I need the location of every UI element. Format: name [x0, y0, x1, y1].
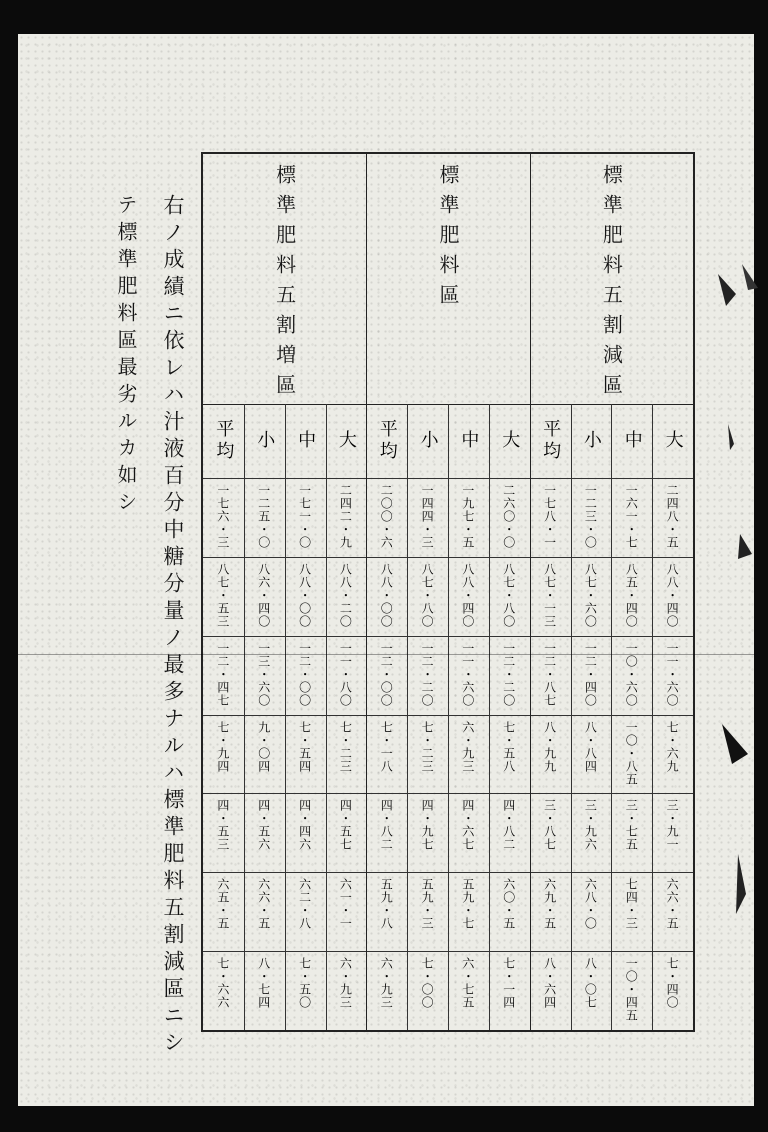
note-line-2: テ標準肥料區最劣ルカ如シ	[114, 194, 138, 518]
region-header: 標準肥料區	[436, 164, 460, 314]
table-cell-value: 二四八・五	[665, 484, 680, 549]
table-cell-value: 一七六・三	[215, 484, 230, 549]
size-subheader	[448, 406, 489, 476]
size-subheader	[489, 406, 530, 476]
table-cell-value: 六六・五	[256, 878, 271, 931]
table-cell-value: 七・一四	[501, 957, 516, 1010]
table-cell	[366, 715, 407, 794]
table-cell	[366, 951, 407, 1030]
table-cell	[326, 793, 367, 872]
table-cell-value: 三・七五	[624, 799, 639, 852]
size-subheader	[530, 406, 571, 476]
table-cell	[203, 557, 244, 636]
table-cell-value: 四・八二	[379, 799, 394, 852]
table-cell-value: 八・七四	[256, 957, 271, 1010]
size-subheader-label: 大	[335, 430, 357, 452]
table-cell-value: 一〇・六〇	[624, 641, 639, 707]
table-cell-value: 一二三・〇	[583, 484, 598, 549]
size-subheader-label: 平均	[540, 419, 562, 463]
table-cell	[611, 872, 652, 951]
table-cell	[571, 872, 612, 951]
table-cell-value: 八五・四〇	[624, 562, 639, 628]
size-subheader	[611, 406, 652, 476]
table-cell-value: 一〇・四五	[624, 957, 639, 1023]
table-cell	[489, 715, 530, 794]
table-cell	[203, 636, 244, 715]
size-subheader-label: 中	[458, 430, 480, 452]
table-cell	[448, 872, 489, 951]
table-cell-value: 四・五六	[256, 799, 271, 852]
table-cell-value: 九・〇四	[256, 720, 271, 773]
table-cell-value: 七四・三	[624, 878, 639, 931]
table-cell-value: 六一・一	[338, 878, 353, 931]
table-cell-value: 四・八二	[501, 799, 516, 852]
size-subheader	[326, 406, 367, 476]
table-cell	[611, 715, 652, 794]
table-cell	[571, 636, 612, 715]
ink-smudge-marks	[708, 254, 768, 974]
size-subheader-label: 平均	[376, 419, 398, 463]
table-cell-value: 七・二三	[338, 720, 353, 773]
table-cell-value: 六〇・五	[501, 878, 516, 931]
table-cell-value: 八七・五三	[215, 562, 230, 628]
table-cell-value: 四・五三	[215, 799, 230, 852]
table-cell-value: 七・〇〇	[420, 957, 435, 1010]
size-subheader	[366, 406, 407, 476]
table-cell-value: 二四二・九	[338, 484, 353, 549]
table-cell	[407, 557, 448, 636]
table-cell	[652, 951, 693, 1030]
table-cell-value: 一二・〇〇	[297, 641, 312, 707]
table-cell-value: 五九・三	[420, 878, 435, 931]
table-cell	[489, 478, 530, 557]
table-cell	[285, 715, 326, 794]
table-cell	[244, 636, 285, 715]
table-cell-value: 八七・一三	[542, 562, 557, 628]
table-cell	[285, 478, 326, 557]
table-cell-value: 七・五八	[501, 720, 516, 773]
table-cell	[489, 793, 530, 872]
size-subheader	[571, 406, 612, 476]
table-cell	[571, 478, 612, 557]
table-cell	[244, 872, 285, 951]
table-cell-value: 七・四〇	[665, 957, 680, 1010]
table-cell-value: 一二・四七	[215, 641, 230, 707]
region-header: 標準肥料五割増區	[272, 164, 297, 404]
table-cell-value: 一一・八〇	[338, 641, 353, 707]
table-cell	[285, 951, 326, 1030]
table-cell-value: 四・六七	[460, 799, 475, 852]
table-cell-value: 六・七五	[460, 957, 475, 1010]
table-cell	[244, 715, 285, 794]
table-cell-value: 六・九三	[379, 957, 394, 1010]
table-cell	[326, 636, 367, 715]
table-cell-value: 八八・二〇	[338, 562, 353, 628]
table-cell	[571, 793, 612, 872]
size-subheader-label: 平均	[213, 419, 235, 463]
table-cell	[285, 793, 326, 872]
table-cell	[530, 872, 571, 951]
table-cell-value: 一〇・八五	[624, 720, 639, 786]
table-cell-value: 六・九三	[460, 720, 475, 773]
table-cell	[652, 793, 693, 872]
table-cell	[530, 557, 571, 636]
results-table	[201, 152, 695, 1032]
table-cell-value: 六五・五	[215, 878, 230, 931]
table-cell-value: 一二・二〇	[501, 641, 516, 707]
table-cell-value: 四・四六	[297, 799, 312, 852]
table-cell	[489, 872, 530, 951]
table-cell	[448, 636, 489, 715]
table-cell-value: 六二・八	[297, 878, 312, 931]
page-crease	[18, 654, 754, 655]
table-cell	[326, 872, 367, 951]
size-subheader	[244, 406, 285, 476]
table-cell	[407, 636, 448, 715]
table-cell	[530, 715, 571, 794]
table-cell	[244, 478, 285, 557]
table-cell-value: 七・一八	[379, 720, 394, 773]
table-cell-value: 三・八七	[542, 799, 557, 852]
table-cell	[285, 636, 326, 715]
table-cell	[652, 872, 693, 951]
table-cell-value: 一四四・三	[420, 484, 435, 549]
table-cell-value: 一六一・七	[624, 484, 639, 549]
table-cell-value: 一二・八七	[542, 641, 557, 707]
table-cell	[407, 478, 448, 557]
table-cell	[530, 951, 571, 1030]
table-cell-value: 一二・四〇	[583, 641, 598, 707]
table-cell	[530, 478, 571, 557]
table-cell-value: 八七・八〇	[420, 562, 435, 628]
table-cell-value: 六六・五	[665, 878, 680, 931]
table-cell	[652, 636, 693, 715]
table-cell-value: 二〇〇・六	[379, 484, 394, 549]
table-cell	[203, 793, 244, 872]
table-cell-value: 一二・〇〇	[379, 641, 394, 707]
table-cell-value: 七・六九	[665, 720, 680, 773]
table-cell-value: 七・五〇	[297, 957, 312, 1010]
table-cell	[203, 478, 244, 557]
table-cell	[203, 715, 244, 794]
table-cell-value: 五九・七	[460, 878, 475, 931]
table-cell	[571, 951, 612, 1030]
table-cell	[611, 478, 652, 557]
table-cell	[366, 636, 407, 715]
table-cell-value: 七・二三	[420, 720, 435, 773]
table-cell	[203, 951, 244, 1030]
table-cell-value: 八・九九	[542, 720, 557, 773]
size-subheader-label: 小	[254, 430, 276, 452]
table-cell	[203, 872, 244, 951]
table-cell-value: 五九・八	[379, 878, 394, 931]
table-cell-value: 一二五・〇	[256, 484, 271, 549]
table-cell	[652, 478, 693, 557]
scanned-page	[18, 34, 754, 1106]
table-cell-value: 八八・四〇	[460, 562, 475, 628]
size-subheader-label: 小	[580, 430, 602, 452]
table-cell-value: 八八・〇〇	[379, 562, 394, 628]
table-cell-value: 一九七・五	[460, 484, 475, 549]
table-cell	[448, 557, 489, 636]
table-cell-value: 一七八・一	[542, 484, 557, 549]
table-cell-value: 八七・八〇	[501, 562, 516, 628]
table-cell-value: 六・九三	[338, 957, 353, 1010]
table-cell-value: 四・九七	[420, 799, 435, 852]
table-cell-value: 八八・四〇	[665, 562, 680, 628]
table-cell	[326, 715, 367, 794]
table-cell-value: 八・八四	[583, 720, 598, 773]
table-cell	[407, 715, 448, 794]
table-cell	[489, 951, 530, 1030]
size-subheader	[285, 406, 326, 476]
table-cell	[652, 557, 693, 636]
table-cell-value: 一三・六〇	[256, 641, 271, 707]
table-cell	[611, 793, 652, 872]
size-subheader-label: 中	[295, 430, 317, 452]
table-cell	[326, 951, 367, 1030]
table-cell-value: 七・九四	[215, 720, 230, 773]
region-header: 標準肥料五割減區	[599, 164, 624, 404]
table-cell	[244, 793, 285, 872]
table-cell	[285, 872, 326, 951]
table-cell	[326, 478, 367, 557]
table-cell-value: 八・六四	[542, 957, 557, 1010]
size-subheader	[652, 406, 693, 476]
size-subheader-label: 小	[417, 430, 439, 452]
size-subheader-label: 大	[499, 430, 521, 452]
table-cell-value: 四・五七	[338, 799, 353, 852]
table-cell-value: 六九・五	[542, 878, 557, 931]
table-cell	[652, 715, 693, 794]
table-cell-value: 八・〇七	[583, 957, 598, 1010]
size-subheader	[407, 406, 448, 476]
table-cell	[489, 636, 530, 715]
table-cell	[530, 636, 571, 715]
table-cell-value: 一一・六〇	[665, 641, 680, 707]
table-cell	[244, 951, 285, 1030]
table-cell	[448, 951, 489, 1030]
table-cell-value: 三・九六	[583, 799, 598, 852]
table-cell-value: 一二・二〇	[420, 641, 435, 707]
size-subheader-label: 大	[662, 430, 684, 452]
table-cell	[366, 478, 407, 557]
size-subheader	[203, 406, 244, 476]
table-cell	[366, 557, 407, 636]
table-cell	[611, 951, 652, 1030]
table-cell-value: 一一・六〇	[460, 641, 475, 707]
table-cell	[407, 872, 448, 951]
table-cell	[366, 793, 407, 872]
table-cell	[571, 557, 612, 636]
table-cell	[407, 951, 448, 1030]
table-cell-value: 二六〇・〇	[501, 484, 516, 549]
table-cell	[366, 872, 407, 951]
table-cell	[611, 557, 652, 636]
note-line-1: 右ノ成績ニ依レハ汁液百分中糖分量ノ最多ナルハ標準肥料五割減區ニシ	[161, 194, 185, 1058]
table-cell-value: 六八・〇	[583, 878, 598, 931]
table-cell	[244, 557, 285, 636]
table-cell	[285, 557, 326, 636]
table-cell	[407, 793, 448, 872]
table-cell	[530, 793, 571, 872]
table-cell	[326, 557, 367, 636]
table-cell-value: 一七一・〇	[297, 484, 312, 549]
table-cell	[448, 793, 489, 872]
table-cell	[611, 636, 652, 715]
table-cell-value: 三・九一	[665, 799, 680, 852]
table-cell-value: 八八・〇〇	[297, 562, 312, 628]
table-cell-value: 八六・四〇	[256, 562, 271, 628]
table-cell-value: 八七・六〇	[583, 562, 598, 628]
table-cell	[489, 557, 530, 636]
table-cell-value: 七・六六	[215, 957, 230, 1010]
table-cell	[571, 715, 612, 794]
table-cell	[448, 715, 489, 794]
table-cell-value: 七・五四	[297, 720, 312, 773]
table-cell	[448, 478, 489, 557]
size-subheader-label: 中	[621, 430, 643, 452]
